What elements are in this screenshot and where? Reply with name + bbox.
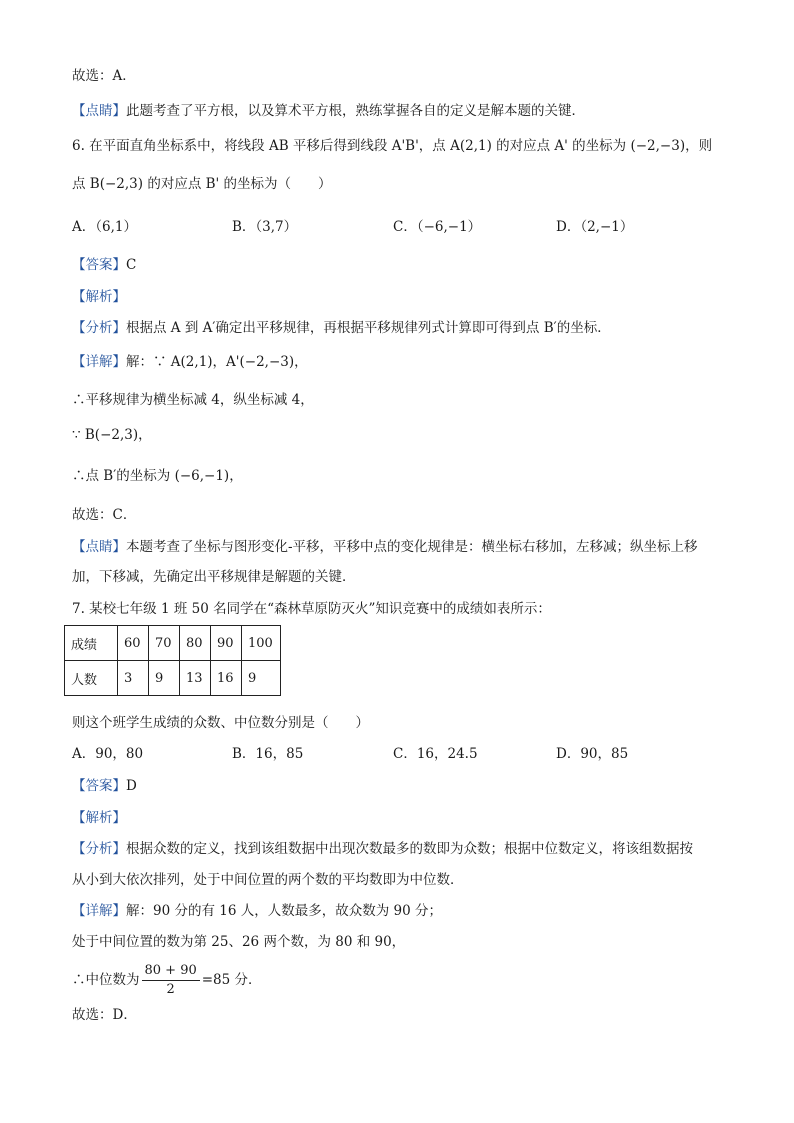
table-cell: 16 [211, 661, 242, 696]
q6-stem-line1: 6. 在平面直角坐标系中，将线段 AB 平移后得到线段 A'B'，点 A(2,1) 的对应点 A' 的坐标为 (−2,−3)，则 [72, 138, 713, 154]
answer-value: D [126, 778, 137, 794]
q6-answer [72, 255, 136, 275]
table-row [65, 661, 281, 696]
q7-fenxi-line1 [72, 839, 693, 859]
table-cell: 人数 [65, 661, 118, 696]
table-cell: 90 [211, 626, 242, 661]
table-cell: 13 [180, 661, 211, 696]
median-fraction [142, 962, 200, 999]
median-suffix: =85 分． [201, 972, 262, 988]
q7-option-d: D．90，85 [556, 746, 629, 762]
q7-step2 [72, 960, 262, 1000]
xiangjie-tag: 【详解】 [72, 354, 126, 370]
score-table [64, 625, 281, 696]
q7-xiangjie [72, 901, 442, 921]
q6-xiangjie [72, 352, 308, 372]
q6-step2: ∵ B(−2,3)， [72, 427, 152, 443]
q6-step3: ∴点 B′的坐标为 (−6,−1)， [72, 468, 243, 484]
dianjing-paragraph [72, 101, 585, 121]
q7-analysis-heading [72, 808, 126, 828]
xiangjie-text: 解：∵ A(2,1)，A'(−2,−3)， [126, 354, 308, 370]
dianjing-text-1: 本题考查了坐标与图形变化-平移，平移中点的变化规律是：横坐标右移加，左移减；纵坐标上移 [126, 539, 698, 555]
q6-dianjing-line1 [72, 537, 698, 557]
dianjing-text: 此题考查了平方根，以及算术平方根，熟练掌握各自的定义是解本题的关键． [126, 103, 585, 119]
table-header-row [65, 626, 281, 661]
table-cell: 9 [242, 661, 281, 696]
answer-line: 故选：A． [72, 68, 136, 84]
q7-option-c: C．16，24.5 [393, 746, 478, 762]
xiangjie-tag: 【详解】 [72, 903, 126, 919]
q6-option-b: B．（3,7） [232, 219, 298, 235]
q6-fenxi [72, 318, 611, 338]
analysis-tag: 【解析】 [72, 810, 126, 826]
q7-stem: 7. 某校七年级 1 班 50 名同学在“森林草原防灭火”知识竞赛中的成绩如表所示： [72, 601, 551, 617]
q6-step1: ∴平移规律为横坐标减 4，纵坐标减 4， [72, 392, 314, 408]
q6-option-a: A．（6,1） [72, 219, 137, 235]
analysis-tag: 【解析】 [72, 289, 126, 305]
q6-option-d: D．（2,−1） [556, 219, 634, 235]
table-cell: 成绩 [65, 626, 118, 661]
fraction-denominator: 2 [166, 982, 175, 997]
fenxi-text: 根据点 A 到 A′确定出平移规律，再根据平移规律列式计算即可得到点 B′的坐标． [126, 320, 611, 336]
fenxi-tag: 【分析】 [72, 841, 126, 857]
q6-conclusion: 故选：C． [72, 507, 137, 523]
median-prefix: ∴中位数为 [72, 972, 140, 988]
table-cell: 3 [118, 661, 149, 696]
q7-option-a: A．90，80 [72, 746, 144, 762]
fenxi-tag: 【分析】 [72, 320, 126, 336]
answer-value: C [126, 257, 137, 273]
q6-analysis-heading [72, 287, 126, 307]
fenxi-text-1: 根据众数的定义，找到该组数据中出现次数最多的数即为众数；根据中位数定义，将该组数据按 [126, 841, 693, 857]
q7-answer [72, 776, 137, 796]
xiangjie-text: 解：90 分的有 16 人，人数最多，故众数为 90 分； [126, 903, 442, 919]
table-cell: 60 [118, 626, 149, 661]
dianjing-tag: 【点睛】 [72, 539, 126, 555]
q6-option-c: C．（−6,−1） [393, 219, 482, 235]
table-cell: 100 [242, 626, 281, 661]
fraction-numerator: 80 + 90 [142, 962, 200, 981]
q6-dianjing-line2: 加，下移减，先确定出平移规律是解题的关键． [72, 569, 356, 585]
dianjing-tag: 【点睛】 [72, 103, 126, 119]
q7-step1: 处于中间位置的数为第 25、26 两个数，为 80 和 90， [72, 934, 406, 950]
table-cell: 70 [149, 626, 180, 661]
q7-option-b: B．16，85 [232, 746, 304, 762]
q7-fenxi-line2: 从小到大依次排列，处于中间位置的两个数的平均数即为中位数． [72, 872, 464, 888]
table-cell: 9 [149, 661, 180, 696]
answer-tag: 【答案】 [72, 257, 126, 273]
q6-stem-line2: 点 B(−2,3) 的对应点 B' 的坐标为（ ） [72, 176, 332, 192]
q7-question: 则这个班学生成绩的众数、中位数分别是（ ） [72, 715, 369, 731]
q7-conclusion: 故选：D． [72, 1007, 137, 1023]
table-cell: 80 [180, 626, 211, 661]
answer-tag: 【答案】 [72, 778, 126, 794]
